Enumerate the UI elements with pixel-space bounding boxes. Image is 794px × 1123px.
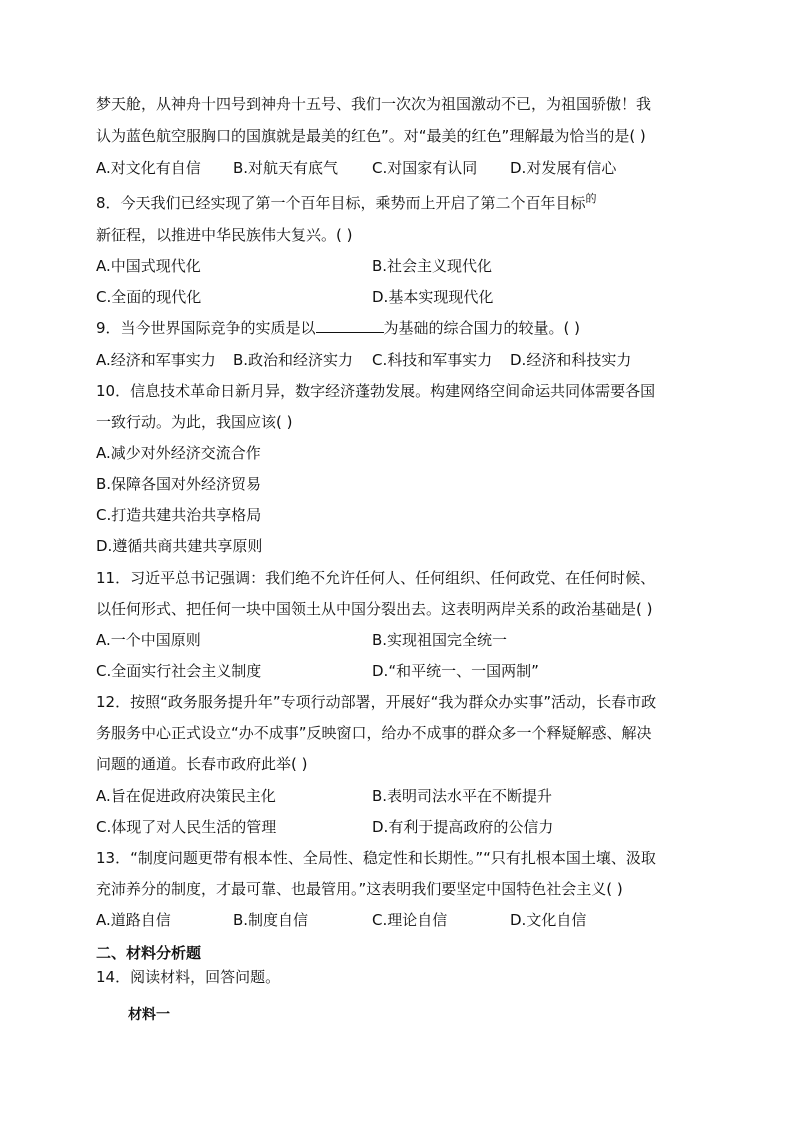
q12-stem-line2: 务服务中心正式设立“办不成事”反映窗口，给办不成事的群众多一个释疑解惑、解决 [96, 724, 652, 742]
q9-option-c: C.科技和军事实力 [372, 351, 493, 369]
q11-option-a: A.一个中国原则 [96, 631, 201, 649]
q13-option-a: A.道路自信 [96, 911, 171, 929]
q8-option-d: D.基本实现现代化 [372, 288, 494, 306]
q9-option-a: A.经济和军事实力 [96, 351, 216, 369]
q10-stem-line2: 一致行动。为此，我国应该( ) [96, 413, 293, 431]
q9-stem-before: 9．当今世界国际竞争的实质是以 [96, 319, 316, 337]
q12-option-b: B.表明司法水平在不断提升 [372, 787, 553, 805]
q13-stem-line1: 13．“制度问题更带有根本性、全局性、稳定性和长期性。”“只有扎根本国土壤、汲取 [96, 849, 656, 867]
q12-option-d: D.有利于提高政府的公信力 [372, 818, 554, 836]
q9-stem [96, 318, 580, 338]
q9-fill-blank [316, 318, 384, 333]
q10-stem-line1: 10．信息技术革命日新月异，数字经济蓬勃发展。构建网络空间命运共同体需要各国 [96, 382, 656, 400]
q7-option-d: D.对发展有信心 [510, 159, 617, 177]
q11-option-c: C.全面实行社会主义制度 [96, 662, 262, 680]
q11-stem-line2: 以任何形式、把任何一块中国领土从中国分裂出去。这表明两岸关系的政治基础是( ) [96, 600, 653, 618]
q8-option-c: C.全面的现代化 [96, 288, 202, 306]
q11-option-d: D.“和平统一、一国两制” [372, 662, 539, 680]
q12-option-a: A.旨在促进政府决策民主化 [96, 787, 276, 805]
q13-option-c: C.理论自信 [372, 911, 448, 929]
q7-option-b: B.对航天有底气 [233, 159, 339, 177]
q13-option-d: D.文化自信 [510, 911, 587, 929]
q10-option-b: B.保障各国对外经济贸易 [96, 475, 262, 493]
q13-option-b: B.制度自信 [233, 911, 309, 929]
q11-stem-line1: 11．习近平总书记强调：我们绝不允许任何人、任何组织、任何政党、在任何时候、 [96, 569, 656, 587]
q14-stem: 14．阅读材料，回答问题。 [96, 968, 281, 986]
q8-stem-line1 [96, 193, 597, 215]
q9-stem-after: 为基础的综合国力的较量。( ) [383, 319, 581, 337]
q11-option-b: B.实现祖国完全统一 [372, 631, 508, 649]
q8-stem-text: 8．今天我们已经实现了第一个百年目标，乘势而上开启了第二个百年目标 [96, 194, 586, 212]
q8-option-a: A.中国式现代化 [96, 257, 201, 275]
q9-option-d: D.经济和科技实力 [510, 351, 632, 369]
q7-option-c: C.对国家有认同 [372, 159, 478, 177]
q8-stem-line2: 新征程，以推进中华民族伟大复兴。( ) [96, 226, 353, 244]
q13-stem-line2: 充沛养分的制度，才最可靠、也最管用。”这表明我们要坚定中国特色社会主义( ) [96, 880, 623, 898]
q12-option-c: C.体现了对人民生活的管理 [96, 818, 277, 836]
q8-option-b: B.社会主义现代化 [372, 257, 493, 275]
q8-stem-sup: 的 [585, 192, 597, 205]
q10-option-a: A.减少对外经济交流合作 [96, 444, 261, 462]
q7-option-a: A.对文化有自信 [96, 159, 201, 177]
q12-stem-line3: 问题的通道。长春市政府此举( ) [96, 755, 308, 773]
material-1-label: 材料一 [128, 1007, 170, 1023]
section2-heading: 二、材料分析题 [96, 944, 202, 962]
q10-option-c: C.打造共建共治共享格局 [96, 506, 262, 524]
q10-option-d: D.遵循共商共建共享原则 [96, 537, 263, 555]
q12-stem-line1: 12．按照“政务服务提升年”专项行动部署，开展好“我为群众办实事”活动，长春市政 [96, 693, 657, 711]
q9-option-b: B.政治和经济实力 [233, 351, 354, 369]
q7-stem-line2: 认为蓝色航空服胸口的国旗就是最美的红色”。对“最美的红色”理解最为恰当的是( ) [96, 127, 646, 145]
q7-stem-line1: 梦天舱，从神舟十四号到神舟十五号、我们一次次为祖国激动不已，为祖国骄傲！我 [96, 95, 652, 113]
